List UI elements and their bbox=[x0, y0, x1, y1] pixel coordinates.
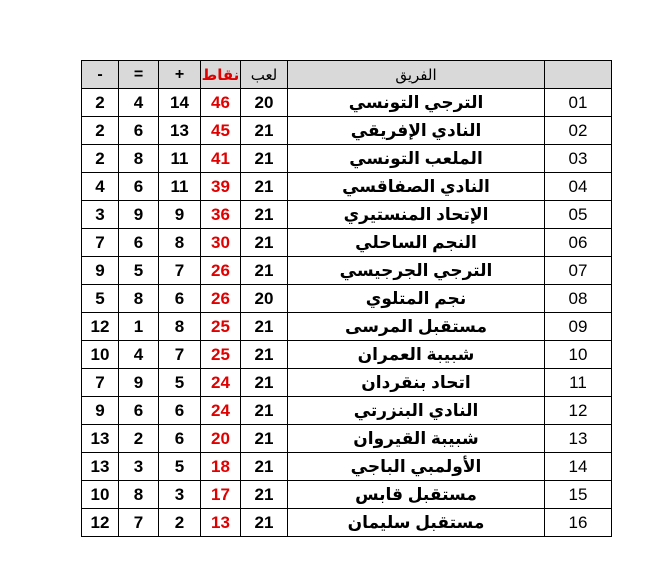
cell-points: 45 bbox=[201, 117, 241, 145]
cell-losses: 7 bbox=[82, 229, 119, 257]
header-team: الفريق bbox=[288, 61, 545, 89]
cell-team: الأولمبي الباجي bbox=[288, 453, 545, 481]
cell-played: 21 bbox=[241, 229, 288, 257]
cell-team: مستقبل قابس bbox=[288, 481, 545, 509]
cell-wins: 8 bbox=[159, 313, 201, 341]
cell-rank: 09 bbox=[545, 313, 612, 341]
header-row bbox=[82, 61, 612, 89]
cell-team: اتحاد بنقردان bbox=[288, 369, 545, 397]
cell-played: 21 bbox=[241, 173, 288, 201]
table-row bbox=[82, 89, 612, 117]
cell-points: 25 bbox=[201, 313, 241, 341]
cell-played: 20 bbox=[241, 89, 288, 117]
header-played: لعب bbox=[241, 61, 288, 89]
cell-team: مستقبل المرسى bbox=[288, 313, 545, 341]
cell-losses: 9 bbox=[82, 257, 119, 285]
cell-losses: 4 bbox=[82, 173, 119, 201]
cell-wins: 14 bbox=[159, 89, 201, 117]
cell-draws: 8 bbox=[119, 145, 159, 173]
cell-team: الملعب التونسي bbox=[288, 145, 545, 173]
cell-played: 20 bbox=[241, 285, 288, 313]
cell-wins: 3 bbox=[159, 481, 201, 509]
cell-wins: 7 bbox=[159, 257, 201, 285]
cell-losses: 10 bbox=[82, 481, 119, 509]
cell-rank: 01 bbox=[545, 89, 612, 117]
cell-losses: 10 bbox=[82, 341, 119, 369]
cell-points: 17 bbox=[201, 481, 241, 509]
cell-points: 26 bbox=[201, 257, 241, 285]
cell-rank: 11 bbox=[545, 369, 612, 397]
cell-points: 39 bbox=[201, 173, 241, 201]
table-row bbox=[82, 285, 612, 313]
cell-wins: 7 bbox=[159, 341, 201, 369]
cell-draws: 6 bbox=[119, 229, 159, 257]
table-row bbox=[82, 509, 612, 537]
cell-points: 24 bbox=[201, 397, 241, 425]
cell-points: 26 bbox=[201, 285, 241, 313]
cell-rank: 13 bbox=[545, 425, 612, 453]
cell-losses: 9 bbox=[82, 397, 119, 425]
cell-rank: 06 bbox=[545, 229, 612, 257]
cell-rank: 16 bbox=[545, 509, 612, 537]
cell-rank: 04 bbox=[545, 173, 612, 201]
cell-points: 25 bbox=[201, 341, 241, 369]
cell-losses: 2 bbox=[82, 89, 119, 117]
cell-wins: 2 bbox=[159, 509, 201, 537]
cell-wins: 5 bbox=[159, 453, 201, 481]
cell-points: 18 bbox=[201, 453, 241, 481]
cell-rank: 08 bbox=[545, 285, 612, 313]
cell-rank: 02 bbox=[545, 117, 612, 145]
cell-team: النجم الساحلي bbox=[288, 229, 545, 257]
cell-draws: 6 bbox=[119, 117, 159, 145]
cell-draws: 7 bbox=[119, 509, 159, 537]
table-row bbox=[82, 201, 612, 229]
cell-played: 21 bbox=[241, 509, 288, 537]
table-row bbox=[82, 481, 612, 509]
table-row bbox=[82, 397, 612, 425]
cell-points: 24 bbox=[201, 369, 241, 397]
cell-rank: 12 bbox=[545, 397, 612, 425]
cell-wins: 6 bbox=[159, 425, 201, 453]
table-row bbox=[82, 117, 612, 145]
cell-played: 21 bbox=[241, 425, 288, 453]
cell-played: 21 bbox=[241, 397, 288, 425]
cell-played: 21 bbox=[241, 481, 288, 509]
cell-wins: 6 bbox=[159, 285, 201, 313]
cell-wins: 9 bbox=[159, 201, 201, 229]
cell-wins: 13 bbox=[159, 117, 201, 145]
cell-rank: 15 bbox=[545, 481, 612, 509]
cell-losses: 3 bbox=[82, 201, 119, 229]
cell-played: 21 bbox=[241, 453, 288, 481]
cell-draws: 4 bbox=[119, 341, 159, 369]
cell-rank: 10 bbox=[545, 341, 612, 369]
cell-team: مستقبل سليمان bbox=[288, 509, 545, 537]
standings-table bbox=[81, 60, 612, 537]
cell-played: 21 bbox=[241, 201, 288, 229]
header-rank bbox=[545, 61, 612, 89]
cell-draws: 9 bbox=[119, 369, 159, 397]
cell-draws: 6 bbox=[119, 173, 159, 201]
cell-played: 21 bbox=[241, 341, 288, 369]
table-row bbox=[82, 341, 612, 369]
cell-rank: 07 bbox=[545, 257, 612, 285]
cell-draws: 8 bbox=[119, 481, 159, 509]
cell-draws: 6 bbox=[119, 397, 159, 425]
cell-points: 20 bbox=[201, 425, 241, 453]
cell-points: 46 bbox=[201, 89, 241, 117]
cell-losses: 7 bbox=[82, 369, 119, 397]
header-draws: = bbox=[119, 61, 159, 89]
cell-team: نجم المتلوي bbox=[288, 285, 545, 313]
cell-losses: 2 bbox=[82, 117, 119, 145]
cell-losses: 13 bbox=[82, 453, 119, 481]
table-row bbox=[82, 425, 612, 453]
cell-team: شبيبة العمران bbox=[288, 341, 545, 369]
cell-wins: 6 bbox=[159, 397, 201, 425]
header-points: نقاط bbox=[201, 61, 241, 89]
cell-losses: 13 bbox=[82, 425, 119, 453]
cell-draws: 5 bbox=[119, 257, 159, 285]
cell-team: شبيبة القيروان bbox=[288, 425, 545, 453]
cell-draws: 9 bbox=[119, 201, 159, 229]
cell-draws: 2 bbox=[119, 425, 159, 453]
cell-draws: 1 bbox=[119, 313, 159, 341]
cell-wins: 8 bbox=[159, 229, 201, 257]
cell-points: 36 bbox=[201, 201, 241, 229]
cell-team: الترجي التونسي bbox=[288, 89, 545, 117]
cell-played: 21 bbox=[241, 369, 288, 397]
table-row bbox=[82, 453, 612, 481]
header-wins: + bbox=[159, 61, 201, 89]
cell-losses: 5 bbox=[82, 285, 119, 313]
cell-draws: 3 bbox=[119, 453, 159, 481]
cell-played: 21 bbox=[241, 257, 288, 285]
cell-points: 41 bbox=[201, 145, 241, 173]
cell-team: النادي الصفاقسي bbox=[288, 173, 545, 201]
table-row bbox=[82, 369, 612, 397]
cell-wins: 5 bbox=[159, 369, 201, 397]
cell-played: 21 bbox=[241, 145, 288, 173]
cell-team: النادي الإفريقي bbox=[288, 117, 545, 145]
cell-draws: 8 bbox=[119, 285, 159, 313]
table-row bbox=[82, 145, 612, 173]
cell-rank: 05 bbox=[545, 201, 612, 229]
table-row bbox=[82, 257, 612, 285]
cell-losses: 2 bbox=[82, 145, 119, 173]
cell-rank: 14 bbox=[545, 453, 612, 481]
cell-points: 13 bbox=[201, 509, 241, 537]
cell-team: النادي البنزرتي bbox=[288, 397, 545, 425]
cell-played: 21 bbox=[241, 117, 288, 145]
header-losses: - bbox=[82, 61, 119, 89]
cell-draws: 4 bbox=[119, 89, 159, 117]
cell-losses: 12 bbox=[82, 313, 119, 341]
cell-wins: 11 bbox=[159, 173, 201, 201]
cell-rank: 03 bbox=[545, 145, 612, 173]
cell-played: 21 bbox=[241, 313, 288, 341]
table-row bbox=[82, 229, 612, 257]
cell-team: الترجي الجرجيسي bbox=[288, 257, 545, 285]
table-row bbox=[82, 173, 612, 201]
cell-losses: 12 bbox=[82, 509, 119, 537]
cell-team: الإتحاد المنستيري bbox=[288, 201, 545, 229]
cell-points: 30 bbox=[201, 229, 241, 257]
table-row bbox=[82, 313, 612, 341]
cell-wins: 11 bbox=[159, 145, 201, 173]
